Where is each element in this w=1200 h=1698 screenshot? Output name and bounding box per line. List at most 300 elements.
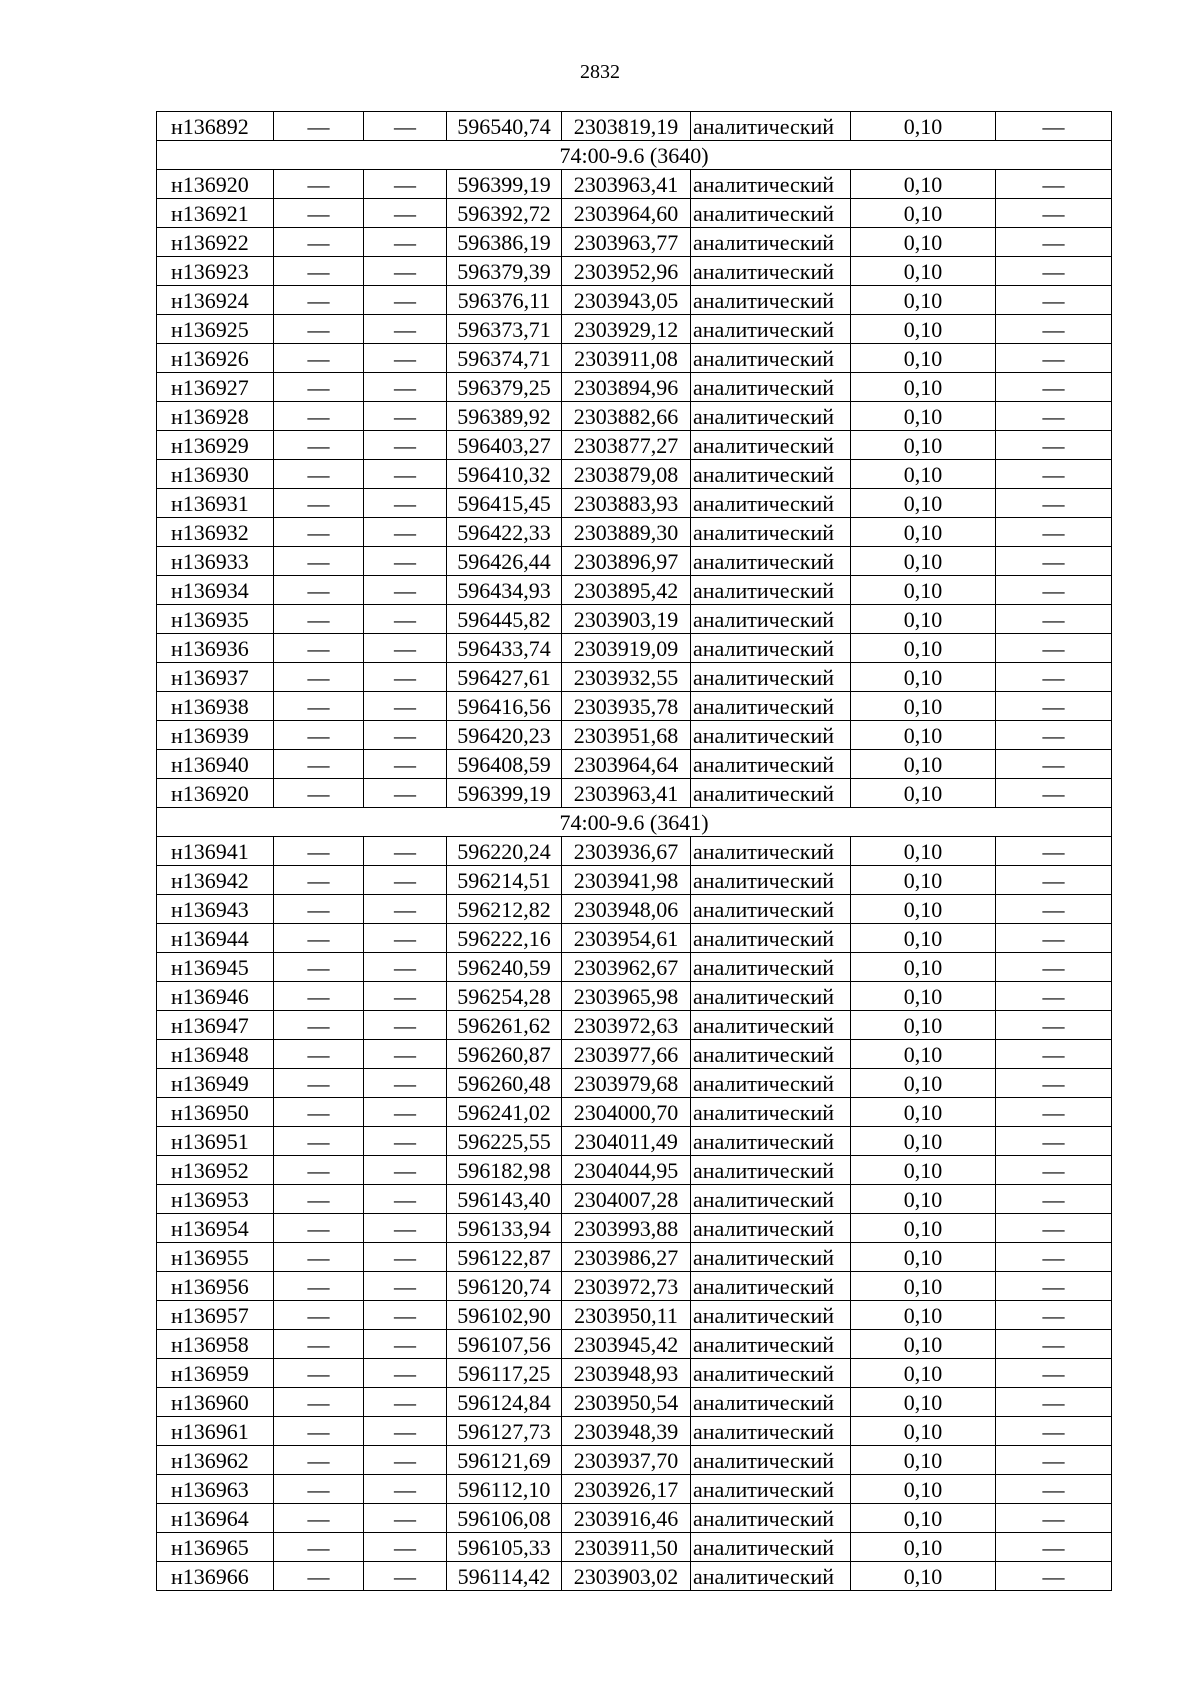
accuracy-cell: 0,10	[851, 1040, 996, 1069]
dash-cell: —	[364, 1069, 447, 1098]
accuracy-cell: 0,10	[851, 112, 996, 141]
point-number-cell: н136958	[157, 1330, 274, 1359]
point-number-cell: н136938	[157, 692, 274, 721]
point-number-cell: н136960	[157, 1388, 274, 1417]
point-number-cell: н136920	[157, 170, 274, 199]
method-cell: аналитический	[691, 866, 851, 895]
method-cell: аналитический	[691, 1214, 851, 1243]
x-coordinate-cell: 596386,19	[447, 228, 562, 257]
accuracy-cell: 0,10	[851, 1214, 996, 1243]
y-coordinate-cell: 2303979,68	[562, 1069, 691, 1098]
y-coordinate-cell: 2303916,46	[562, 1504, 691, 1533]
dash-cell: —	[274, 286, 364, 315]
x-coordinate-cell: 596220,24	[447, 837, 562, 866]
dash-cell: —	[364, 982, 447, 1011]
group-header-row	[157, 808, 1112, 837]
dash-cell: —	[274, 460, 364, 489]
y-coordinate-cell: 2303879,08	[562, 460, 691, 489]
accuracy-cell: 0,10	[851, 1069, 996, 1098]
dash-cell: —	[996, 663, 1112, 692]
table-row	[157, 1417, 1112, 1446]
dash-cell: —	[996, 779, 1112, 808]
dash-cell: —	[274, 663, 364, 692]
dash-cell: —	[364, 518, 447, 547]
x-coordinate-cell: 596212,82	[447, 895, 562, 924]
y-coordinate-cell: 2303972,63	[562, 1011, 691, 1040]
y-coordinate-cell: 2303964,60	[562, 199, 691, 228]
x-coordinate-cell: 596433,74	[447, 634, 562, 663]
accuracy-cell: 0,10	[851, 1272, 996, 1301]
point-number-cell: н136954	[157, 1214, 274, 1243]
table-row	[157, 721, 1112, 750]
dash-cell: —	[364, 663, 447, 692]
point-number-cell: н136942	[157, 866, 274, 895]
dash-cell: —	[274, 489, 364, 518]
dash-cell: —	[364, 1533, 447, 1562]
x-coordinate-cell: 596379,39	[447, 257, 562, 286]
dash-cell: —	[996, 866, 1112, 895]
method-cell: аналитический	[691, 1475, 851, 1504]
dash-cell: —	[996, 1011, 1112, 1040]
y-coordinate-cell: 2303986,27	[562, 1243, 691, 1272]
dash-cell: —	[274, 431, 364, 460]
table-row	[157, 1156, 1112, 1185]
dash-cell: —	[996, 199, 1112, 228]
table-row	[157, 1301, 1112, 1330]
x-coordinate-cell: 596408,59	[447, 750, 562, 779]
x-coordinate-cell: 596410,32	[447, 460, 562, 489]
point-number-cell: н136924	[157, 286, 274, 315]
page-number: 2832	[580, 61, 620, 83]
table-row	[157, 112, 1112, 141]
dash-cell: —	[274, 982, 364, 1011]
accuracy-cell: 0,10	[851, 547, 996, 576]
table-row	[157, 663, 1112, 692]
dash-cell: —	[364, 373, 447, 402]
dash-cell: —	[364, 837, 447, 866]
method-cell: аналитический	[691, 547, 851, 576]
point-number-cell: н136939	[157, 721, 274, 750]
table-row	[157, 692, 1112, 721]
y-coordinate-cell: 2303926,17	[562, 1475, 691, 1504]
dash-cell: —	[364, 228, 447, 257]
method-cell: аналитический	[691, 518, 851, 547]
point-number-cell: н136940	[157, 750, 274, 779]
x-coordinate-cell: 596254,28	[447, 982, 562, 1011]
x-coordinate-cell: 596106,08	[447, 1504, 562, 1533]
point-number-cell: н136964	[157, 1504, 274, 1533]
table-row	[157, 286, 1112, 315]
dash-cell: —	[364, 1330, 447, 1359]
accuracy-cell: 0,10	[851, 837, 996, 866]
method-cell: аналитический	[691, 1330, 851, 1359]
method-cell: аналитический	[691, 982, 851, 1011]
y-coordinate-cell: 2303977,66	[562, 1040, 691, 1069]
dash-cell: —	[996, 634, 1112, 663]
dash-cell: —	[364, 721, 447, 750]
y-coordinate-cell: 2303911,50	[562, 1533, 691, 1562]
accuracy-cell: 0,10	[851, 1127, 996, 1156]
y-coordinate-cell: 2303929,12	[562, 315, 691, 344]
x-coordinate-cell: 596260,48	[447, 1069, 562, 1098]
x-coordinate-cell: 596374,71	[447, 344, 562, 373]
y-coordinate-cell: 2303896,97	[562, 547, 691, 576]
y-coordinate-cell: 2303935,78	[562, 692, 691, 721]
accuracy-cell: 0,10	[851, 199, 996, 228]
dash-cell: —	[364, 924, 447, 953]
x-coordinate-cell: 596422,33	[447, 518, 562, 547]
x-coordinate-cell: 596260,87	[447, 1040, 562, 1069]
point-number-cell: н136961	[157, 1417, 274, 1446]
table-row	[157, 1098, 1112, 1127]
dash-cell: —	[274, 605, 364, 634]
dash-cell: —	[364, 895, 447, 924]
accuracy-cell: 0,10	[851, 1301, 996, 1330]
method-cell: аналитический	[691, 344, 851, 373]
accuracy-cell: 0,10	[851, 779, 996, 808]
dash-cell: —	[996, 1156, 1112, 1185]
dash-cell: —	[274, 228, 364, 257]
accuracy-cell: 0,10	[851, 1098, 996, 1127]
point-number-cell: н136947	[157, 1011, 274, 1040]
accuracy-cell: 0,10	[851, 750, 996, 779]
point-number-cell: н136959	[157, 1359, 274, 1388]
dash-cell: —	[274, 1533, 364, 1562]
y-coordinate-cell: 2303911,08	[562, 344, 691, 373]
x-coordinate-cell: 596114,42	[447, 1562, 562, 1591]
dash-cell: —	[274, 1040, 364, 1069]
dash-cell: —	[364, 1562, 447, 1591]
method-cell: аналитический	[691, 1359, 851, 1388]
dash-cell: —	[274, 1330, 364, 1359]
method-cell: аналитический	[691, 1562, 851, 1591]
dash-cell: —	[274, 373, 364, 402]
dash-cell: —	[996, 1301, 1112, 1330]
table-row	[157, 895, 1112, 924]
x-coordinate-cell: 596124,84	[447, 1388, 562, 1417]
point-number-cell: н136934	[157, 576, 274, 605]
table-row	[157, 460, 1112, 489]
dash-cell: —	[364, 692, 447, 721]
x-coordinate-cell: 596127,73	[447, 1417, 562, 1446]
dash-cell: —	[996, 1504, 1112, 1533]
accuracy-cell: 0,10	[851, 1475, 996, 1504]
x-coordinate-cell: 596102,90	[447, 1301, 562, 1330]
y-coordinate-cell: 2303937,70	[562, 1446, 691, 1475]
x-coordinate-cell: 596121,69	[447, 1446, 562, 1475]
accuracy-cell: 0,10	[851, 228, 996, 257]
method-cell: аналитический	[691, 895, 851, 924]
dash-cell: —	[996, 692, 1112, 721]
accuracy-cell: 0,10	[851, 460, 996, 489]
dash-cell: —	[364, 1301, 447, 1330]
dash-cell: —	[364, 750, 447, 779]
coordinates-table	[156, 111, 1112, 1591]
dash-cell: —	[364, 1417, 447, 1446]
table-row	[157, 315, 1112, 344]
dash-cell: —	[996, 721, 1112, 750]
dash-cell: —	[364, 1040, 447, 1069]
table-row	[157, 1185, 1112, 1214]
dash-cell: —	[364, 1098, 447, 1127]
method-cell: аналитический	[691, 1446, 851, 1475]
accuracy-cell: 0,10	[851, 402, 996, 431]
table-row	[157, 750, 1112, 779]
accuracy-cell: 0,10	[851, 1417, 996, 1446]
dash-cell: —	[996, 953, 1112, 982]
method-cell: аналитический	[691, 837, 851, 866]
x-coordinate-cell: 596392,72	[447, 199, 562, 228]
table-row	[157, 1330, 1112, 1359]
method-cell: аналитический	[691, 1011, 851, 1040]
dash-cell: —	[274, 866, 364, 895]
table-row	[157, 1475, 1112, 1504]
dash-cell: —	[996, 402, 1112, 431]
y-coordinate-cell: 2303965,98	[562, 982, 691, 1011]
accuracy-cell: 0,10	[851, 344, 996, 373]
method-cell: аналитический	[691, 1069, 851, 1098]
dash-cell: —	[996, 837, 1112, 866]
point-number-cell: н136945	[157, 953, 274, 982]
x-coordinate-cell: 596107,56	[447, 1330, 562, 1359]
dash-cell: —	[274, 547, 364, 576]
table-row	[157, 634, 1112, 663]
point-number-cell: н136944	[157, 924, 274, 953]
dash-cell: —	[996, 576, 1112, 605]
method-cell: аналитический	[691, 402, 851, 431]
accuracy-cell: 0,10	[851, 1388, 996, 1417]
accuracy-cell: 0,10	[851, 1359, 996, 1388]
y-coordinate-cell: 2303889,30	[562, 518, 691, 547]
accuracy-cell: 0,10	[851, 431, 996, 460]
y-coordinate-cell: 2303877,27	[562, 431, 691, 460]
table-row	[157, 402, 1112, 431]
dash-cell: —	[274, 779, 364, 808]
dash-cell: —	[996, 112, 1112, 141]
dash-cell: —	[364, 1214, 447, 1243]
table-row	[157, 1214, 1112, 1243]
method-cell: аналитический	[691, 605, 851, 634]
x-coordinate-cell: 596133,94	[447, 1214, 562, 1243]
method-cell: аналитический	[691, 315, 851, 344]
table-row	[157, 489, 1112, 518]
dash-cell: —	[996, 895, 1112, 924]
dash-cell: —	[364, 634, 447, 663]
method-cell: аналитический	[691, 924, 851, 953]
method-cell: аналитический	[691, 1185, 851, 1214]
x-coordinate-cell: 596122,87	[447, 1243, 562, 1272]
dash-cell: —	[274, 1185, 364, 1214]
dash-cell: —	[996, 924, 1112, 953]
table-row	[157, 837, 1112, 866]
y-coordinate-cell: 2303948,39	[562, 1417, 691, 1446]
x-coordinate-cell: 596434,93	[447, 576, 562, 605]
point-number-cell: н136923	[157, 257, 274, 286]
table-row	[157, 1533, 1112, 1562]
dash-cell: —	[996, 1040, 1112, 1069]
dash-cell: —	[364, 199, 447, 228]
method-cell: аналитический	[691, 1301, 851, 1330]
point-number-cell: н136936	[157, 634, 274, 663]
dash-cell: —	[996, 1475, 1112, 1504]
point-number-cell: н136926	[157, 344, 274, 373]
y-coordinate-cell: 2303941,98	[562, 866, 691, 895]
dash-cell: —	[996, 373, 1112, 402]
point-number-cell: н136962	[157, 1446, 274, 1475]
method-cell: аналитический	[691, 692, 851, 721]
dash-cell: —	[364, 431, 447, 460]
table-row	[157, 576, 1112, 605]
x-coordinate-cell: 596225,55	[447, 1127, 562, 1156]
accuracy-cell: 0,10	[851, 315, 996, 344]
dash-cell: —	[364, 315, 447, 344]
point-number-cell: н136929	[157, 431, 274, 460]
y-coordinate-cell: 2304044,95	[562, 1156, 691, 1185]
table-row	[157, 170, 1112, 199]
x-coordinate-cell: 596376,11	[447, 286, 562, 315]
x-coordinate-cell: 596117,25	[447, 1359, 562, 1388]
table-row	[157, 1388, 1112, 1417]
dash-cell: —	[364, 1504, 447, 1533]
x-coordinate-cell: 596399,19	[447, 779, 562, 808]
table-row	[157, 1272, 1112, 1301]
dash-cell: —	[364, 1127, 447, 1156]
dash-cell: —	[274, 1388, 364, 1417]
table-body	[157, 112, 1112, 1591]
table-row	[157, 982, 1112, 1011]
dash-cell: —	[364, 1388, 447, 1417]
dash-cell: —	[274, 634, 364, 663]
point-number-cell: н136956	[157, 1272, 274, 1301]
dash-cell: —	[364, 1272, 447, 1301]
dash-cell: —	[364, 489, 447, 518]
point-number-cell: н136951	[157, 1127, 274, 1156]
y-coordinate-cell: 2304000,70	[562, 1098, 691, 1127]
dash-cell: —	[364, 460, 447, 489]
accuracy-cell: 0,10	[851, 518, 996, 547]
accuracy-cell: 0,10	[851, 1243, 996, 1272]
y-coordinate-cell: 2303951,68	[562, 721, 691, 750]
y-coordinate-cell: 2303883,93	[562, 489, 691, 518]
y-coordinate-cell: 2303950,54	[562, 1388, 691, 1417]
dash-cell: —	[996, 170, 1112, 199]
table-row	[157, 1504, 1112, 1533]
dash-cell: —	[274, 1301, 364, 1330]
point-number-cell: н136953	[157, 1185, 274, 1214]
method-cell: аналитический	[691, 1504, 851, 1533]
table-row	[157, 1069, 1112, 1098]
dash-cell: —	[364, 112, 447, 141]
dash-cell: —	[364, 576, 447, 605]
dash-cell: —	[996, 1446, 1112, 1475]
x-coordinate-cell: 596415,45	[447, 489, 562, 518]
dash-cell: —	[996, 1417, 1112, 1446]
dash-cell: —	[996, 1562, 1112, 1591]
table-row	[157, 779, 1112, 808]
accuracy-cell: 0,10	[851, 373, 996, 402]
method-cell: аналитический	[691, 1040, 851, 1069]
y-coordinate-cell: 2303948,06	[562, 895, 691, 924]
dash-cell: —	[274, 1069, 364, 1098]
table-row	[157, 344, 1112, 373]
y-coordinate-cell: 2303943,05	[562, 286, 691, 315]
method-cell: аналитический	[691, 489, 851, 518]
dash-cell: —	[364, 1185, 447, 1214]
table-row	[157, 1040, 1112, 1069]
point-number-cell: н136937	[157, 663, 274, 692]
accuracy-cell: 0,10	[851, 1504, 996, 1533]
method-cell: аналитический	[691, 663, 851, 692]
x-coordinate-cell: 596379,25	[447, 373, 562, 402]
y-coordinate-cell: 2303945,42	[562, 1330, 691, 1359]
accuracy-cell: 0,10	[851, 605, 996, 634]
dash-cell: —	[274, 721, 364, 750]
dash-cell: —	[364, 1243, 447, 1272]
method-cell: аналитический	[691, 1272, 851, 1301]
point-number-cell: н136933	[157, 547, 274, 576]
accuracy-cell: 0,10	[851, 576, 996, 605]
x-coordinate-cell: 596261,62	[447, 1011, 562, 1040]
accuracy-cell: 0,10	[851, 257, 996, 286]
dash-cell: —	[996, 1388, 1112, 1417]
point-number-cell: н136966	[157, 1562, 274, 1591]
method-cell: аналитический	[691, 1156, 851, 1185]
point-number-cell: н136957	[157, 1301, 274, 1330]
accuracy-cell: 0,10	[851, 866, 996, 895]
dash-cell: —	[996, 344, 1112, 373]
x-coordinate-cell: 596214,51	[447, 866, 562, 895]
y-coordinate-cell: 2303919,09	[562, 634, 691, 663]
dash-cell: —	[274, 837, 364, 866]
method-cell: аналитический	[691, 1098, 851, 1127]
dash-cell: —	[274, 170, 364, 199]
point-number-cell: н136922	[157, 228, 274, 257]
dash-cell: —	[274, 1504, 364, 1533]
method-cell: аналитический	[691, 1533, 851, 1562]
x-coordinate-cell: 596241,02	[447, 1098, 562, 1127]
dash-cell: —	[364, 344, 447, 373]
point-number-cell: н136949	[157, 1069, 274, 1098]
y-coordinate-cell: 2303993,88	[562, 1214, 691, 1243]
dash-cell: —	[364, 547, 447, 576]
group-header-row	[157, 141, 1112, 170]
y-coordinate-cell: 2303972,73	[562, 1272, 691, 1301]
dash-cell: —	[364, 1011, 447, 1040]
table-row	[157, 1359, 1112, 1388]
dash-cell: —	[274, 692, 364, 721]
table-row	[157, 1446, 1112, 1475]
table-row	[157, 924, 1112, 953]
point-number-cell: н136920	[157, 779, 274, 808]
dash-cell: —	[996, 257, 1112, 286]
y-coordinate-cell: 2303903,02	[562, 1562, 691, 1591]
accuracy-cell: 0,10	[851, 634, 996, 663]
point-number-cell: н136941	[157, 837, 274, 866]
dash-cell: —	[274, 518, 364, 547]
dash-cell: —	[274, 1011, 364, 1040]
y-coordinate-cell: 2304011,49	[562, 1127, 691, 1156]
dash-cell: —	[996, 489, 1112, 518]
group-label: 74:00-9.6 (3641)	[157, 808, 1112, 837]
accuracy-cell: 0,10	[851, 895, 996, 924]
dash-cell: —	[996, 1098, 1112, 1127]
x-coordinate-cell: 596420,23	[447, 721, 562, 750]
table-row	[157, 953, 1112, 982]
point-number-cell: н136952	[157, 1156, 274, 1185]
dash-cell: —	[364, 605, 447, 634]
point-number-cell: н136946	[157, 982, 274, 1011]
method-cell: аналитический	[691, 431, 851, 460]
